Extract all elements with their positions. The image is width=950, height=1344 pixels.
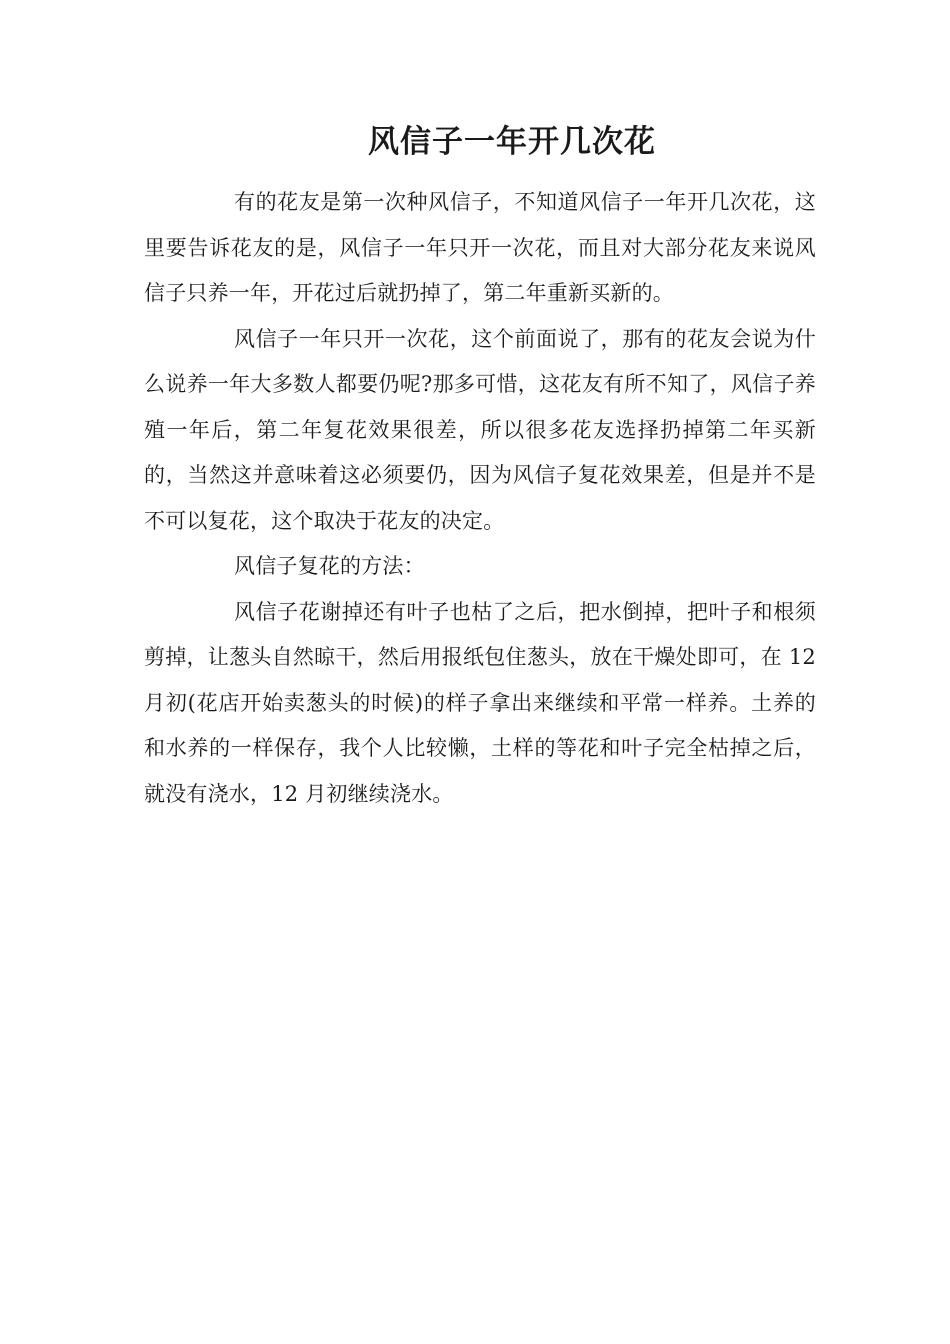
paragraph-intro: 有的花友是第一次种风信子，不知道风信子一年开几次花，这里要告诉花友的是，风信子一年只开一次花，而且对大部分花友来说风信子只养一年，开花过后就扔掉了，第二年重新买新的。 [144,190,816,305]
paragraph-reflowering: 风信子一年只开一次花，这个前面说了，那有的花友会说为什么说养一年大多数人都要仍呢?那多可惜，这花友有所不知了，风信子养殖一年后，第二年复花效果很差，所以很多花友选择扔掉第二年买新的，当然这并意味着这必须要仍，因为风信子复花效果差，但是并不是不可以复花，这个取决于花友的决定。 [144,326,816,533]
document-title: 风信子一年开几次花 [368,124,656,160]
paragraph-method-heading: 风信子复花的方法： [234,554,425,578]
document-body [144,180,816,817]
paragraph-method-steps: 风信子花谢掉还有叶子也枯了之后，把水倒掉，把叶子和根须剪掉，让葱头自然晾干，然后用报纸包住葱头，放在干燥处即可，在 12 月初(花店开始卖葱头的时候)的样子拿出来继续和平常一样养。土养的和水养的一样保存，我个人比较懒，土样的等花和叶子完全枯掉之后，就没有浇水，12 月初继续浇水。 [144,599,816,806]
